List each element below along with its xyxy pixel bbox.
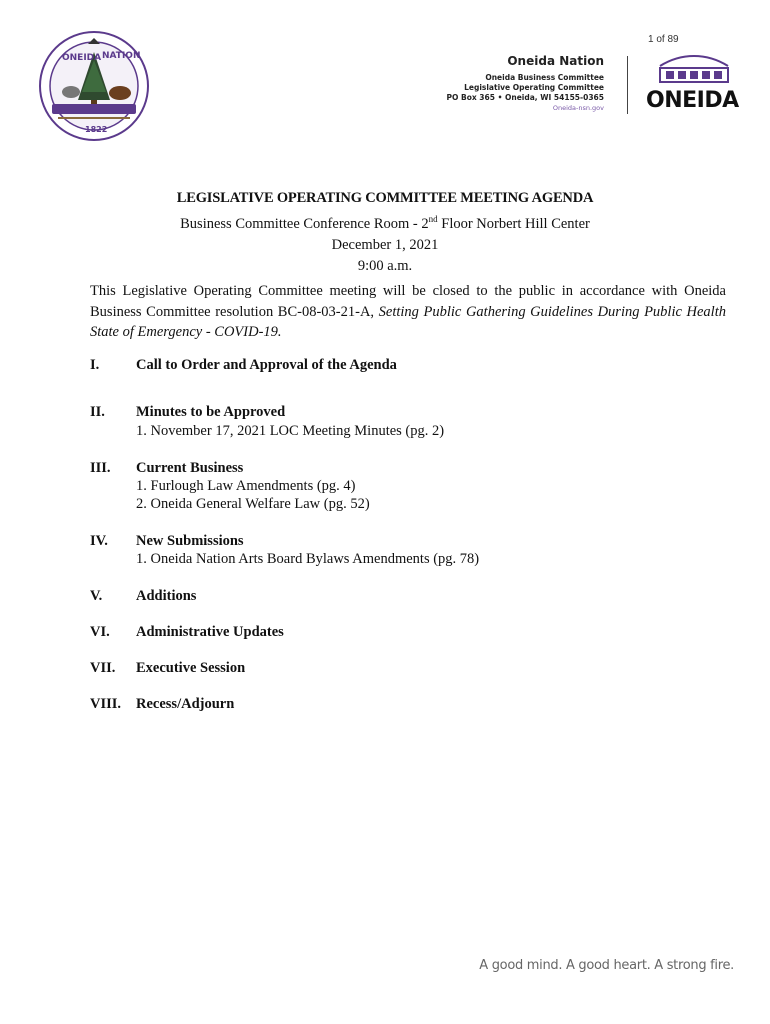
org-line: Oneida Business Committee	[485, 73, 604, 82]
seal-year: 1822	[85, 125, 108, 134]
organization-address	[447, 54, 605, 113]
meeting-location	[0, 209, 770, 235]
agenda-item-title: Recess/Adjourn	[136, 696, 235, 712]
header-divider	[627, 56, 628, 114]
agenda-heading	[0, 188, 770, 277]
agenda-item-number: V.	[90, 588, 103, 604]
agenda-subitem: 1. Furlough Law Amendments (pg. 4)	[136, 478, 356, 494]
oneida-wordmark: ONEIDA	[646, 88, 739, 113]
agenda-item-title: Additions	[136, 588, 197, 604]
org-website-link[interactable]: Oneida-nsn.gov	[552, 104, 604, 112]
agenda-item-title: Minutes to be Approved	[136, 404, 286, 420]
org-line: Legislative Operating Committee	[464, 83, 604, 92]
agenda-item-title: New Submissions	[136, 533, 244, 549]
agenda-item-number: VI.	[90, 624, 110, 640]
agenda-item-number: VIII.	[90, 696, 122, 712]
meeting-time: 9:00 a.m.	[357, 257, 413, 274]
footer-tagline: A good mind. A good heart. A strong fire.	[479, 958, 734, 973]
location-superscript: nd	[428, 214, 438, 224]
org-name: Oneida Nation	[507, 54, 604, 68]
agenda-item-number: III.	[90, 460, 111, 476]
agenda-item-title: Administrative Updates	[136, 624, 284, 640]
agenda-item-number: VII.	[90, 660, 116, 676]
agenda-item-number: IV.	[90, 533, 108, 549]
intro-text: This Legislative Operating Committee meeting will be closed to the public in accordance with Oneida Business Committee resolution BC-08-03-21-A,	[90, 283, 726, 320]
document-title: LEGISLATIVE OPERATING COMMITTEE MEETING AGENDA	[176, 190, 594, 206]
meeting-date: December 1, 2021	[331, 236, 439, 253]
agenda-subitem: 1. November 17, 2021 LOC Meeting Minutes (pg. 2)	[136, 423, 445, 439]
intro-italic-text: Setting Public Gathering Guidelines During Public Health State of Emergency - COVID-19.	[90, 303, 726, 340]
page-indicator: 1 of 89	[648, 34, 679, 45]
location-text: Business Committee Conference Room - 2	[180, 215, 429, 232]
location-text: Floor Norbert Hill Center	[437, 215, 590, 232]
agenda-item-number: II.	[90, 404, 105, 420]
agenda-item-title: Call to Order and Approval of the Agenda	[136, 357, 397, 373]
agenda-subitem: 1. Oneida Nation Arts Board Bylaws Amendments (pg. 78)	[136, 551, 480, 567]
oneida-nation-seal	[38, 30, 150, 142]
org-line: PO Box 365 • Oneida, WI 54155-0365	[446, 93, 604, 102]
seal-text-right: NATION	[102, 51, 141, 61]
agenda-subitem: 2. Oneida General Welfare Law (pg. 52)	[136, 496, 370, 512]
intro-paragraph	[90, 281, 726, 343]
agenda-item-title: Current Business	[136, 460, 244, 476]
agenda-item-title: Executive Session	[136, 660, 246, 676]
agenda-item-number: I.	[90, 357, 100, 373]
seal-text-left: ONEIDA	[62, 53, 102, 63]
